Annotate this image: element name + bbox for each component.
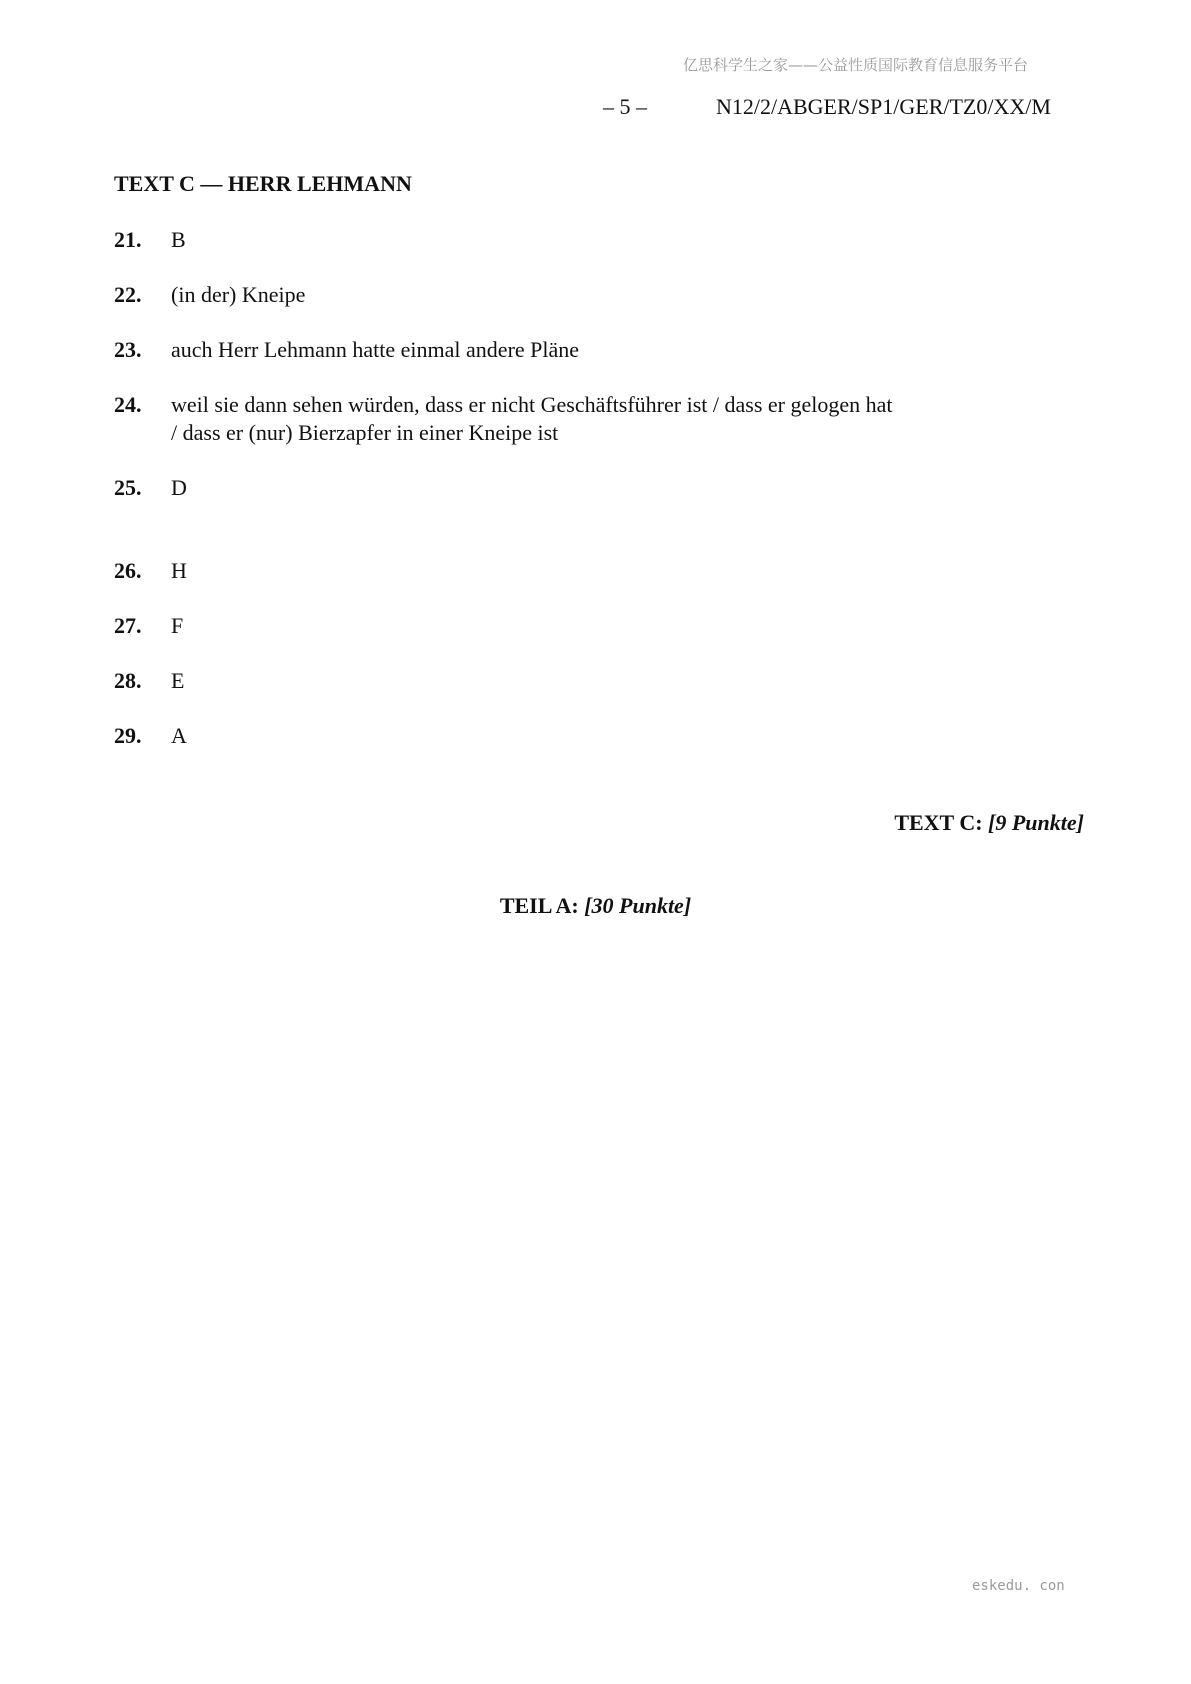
teil-a-score [0, 893, 1191, 919]
answer-item-24 [114, 391, 1014, 447]
answer-item-29 [114, 722, 1014, 750]
answer-text: H [171, 558, 187, 583]
teil-a-score-value: [30 Punkte] [584, 893, 692, 918]
answer-text-line-2: / dass er (nur) Bierzapfer in einer Kneipe ist [171, 420, 559, 445]
answer-item-27 [114, 612, 1014, 640]
teil-a-score-label: TEIL A: [499, 893, 579, 918]
answer-text: (in der) Kneipe [171, 282, 306, 307]
answer-text: E [171, 668, 185, 693]
section-title: TEXT C — HERR LEHMANN [114, 171, 412, 196]
answer-number: 23. [114, 337, 142, 362]
answer-number: 29. [114, 723, 142, 748]
answer-text [171, 391, 1014, 447]
text-c-score [894, 810, 1084, 836]
answer-number: 21. [114, 227, 142, 252]
answer-text: F [171, 613, 184, 638]
answer-text-line-1: weil sie dann sehen würden, dass er nicht Geschäftsführer ist / dass er gelogen hat [171, 392, 893, 417]
answer-text: D [171, 475, 187, 500]
watermark-bottom: eskedu. con [972, 1578, 1065, 1594]
running-header [0, 94, 1191, 124]
answer-item-26 [114, 557, 1014, 585]
answer-text: A [171, 723, 187, 748]
watermark-top: 亿思科学生之家——公益性质国际教育信息服务平台 [683, 56, 1029, 74]
answer-number: 24. [114, 392, 142, 417]
answer-number: 26. [114, 558, 142, 583]
answer-list [114, 226, 1014, 777]
answer-number: 22. [114, 282, 142, 307]
answer-item-28 [114, 667, 1014, 695]
answer-text: auch Herr Lehmann hatte einmal andere Pläne [171, 337, 580, 362]
answer-item-23 [114, 336, 1014, 364]
exam-code: N12/2/ABGER/SP1/GER/TZ0/XX/M [716, 94, 1051, 119]
text-c-score-value: [9 Punkte] [988, 810, 1084, 835]
answer-item-25 [114, 474, 1014, 502]
page-number: – 5 – [603, 94, 647, 119]
answer-number: 27. [114, 613, 142, 638]
answer-number: 28. [114, 668, 142, 693]
answer-number: 25. [114, 475, 142, 500]
text-c-score-label: TEXT C: [894, 810, 983, 835]
answer-item-21 [114, 226, 1014, 254]
answer-item-22 [114, 281, 1014, 309]
answer-text: B [171, 227, 186, 252]
